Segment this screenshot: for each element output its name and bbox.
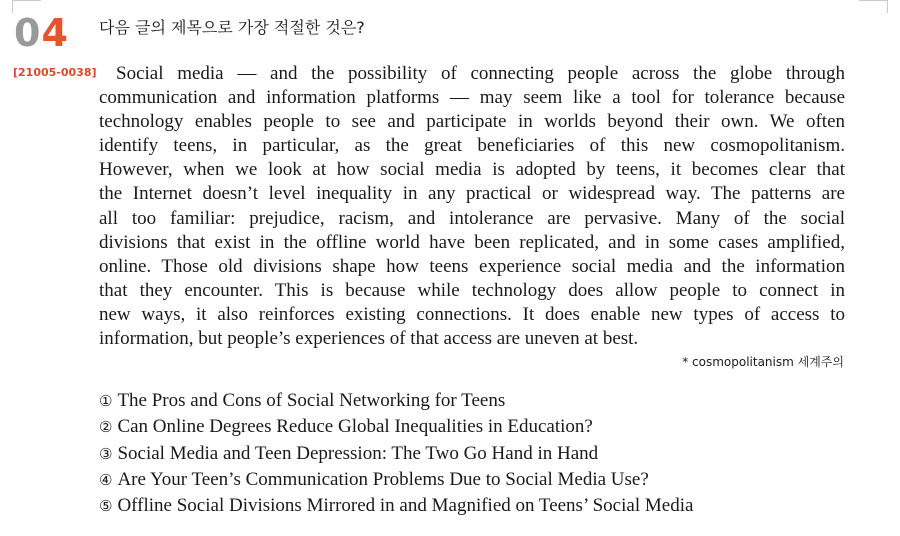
choice-text-3: Social Media and Teen Depression: The Two Go Hand in Hand <box>117 442 599 464</box>
choice-number-2: ② <box>99 418 113 437</box>
passage-line: online. Those old divisions shape how teens experience social media and the information <box>99 255 845 277</box>
question-number-digit: 4 <box>41 11 69 55</box>
crop-mark-right <box>859 0 888 13</box>
choice-text-2: Can Online Degrees Reduce Global Inequalities in Education? <box>117 416 593 438</box>
answer-choice-2[interactable] <box>99 414 693 440</box>
passage-line: However, when we look at how social media is adopted by teens, it becomes clear that <box>99 159 845 181</box>
answer-choice-1[interactable] <box>99 388 693 414</box>
passage-line: Social media — and the possibility of connecting people across the globe through <box>116 63 845 84</box>
passage-line: communication and information platforms — may seem like a tool for tolerance because <box>99 87 845 109</box>
choice-text-5: Offline Social Divisions Mirrored in and Magnified on Teens’ Social Media <box>117 495 694 517</box>
passage-line: divisions that exist in the offline world have been replicated, and in some cases amplified, <box>99 231 845 253</box>
answer-choice-5[interactable] <box>99 493 693 519</box>
passage-line: identify teens, in particular, as the great beneficiaries of this new cosmopolitanism. <box>99 135 845 157</box>
passage-line: the Internet doesn’t level inequality in any practical or widespread way. The patterns are <box>99 183 845 205</box>
passage-line: technology enables people to see and participate in worlds beyond their own. We often <box>99 111 845 133</box>
choice-number-4: ④ <box>99 470 113 489</box>
question-number <box>14 11 69 55</box>
choice-number-1: ① <box>99 392 113 410</box>
passage <box>99 62 845 351</box>
footnote: * cosmopolitanism 세계주의 <box>682 355 844 369</box>
passage-line: that they encounter. This is because while technology does allow people to connect in <box>99 279 845 301</box>
answer-choices <box>99 388 693 519</box>
answer-choice-4[interactable] <box>99 467 693 493</box>
choice-text-4: Are Your Teen’s Communication Problems Due to Social Media Use? <box>117 468 649 490</box>
question-number-prefix: 0 <box>14 11 42 55</box>
passage-line: all too familiar: prejudice, racism, and intolerance are pervasive. Many of the social <box>99 207 845 229</box>
choice-number-5: ⑤ <box>99 497 113 516</box>
choice-number-3: ③ <box>99 444 113 463</box>
question-prompt: 다음 글의 제목으로 가장 적절한 것은? <box>99 18 365 37</box>
choice-text-1: The Pros and Cons of Social Networking for Teens <box>117 390 506 411</box>
answer-choice-3[interactable] <box>99 441 693 467</box>
passage-line: new ways, it also reinforces existing connections. It does enable new types of access to <box>99 303 845 325</box>
passage-line: information, but people’s experiences of that access are uneven at best. <box>99 328 639 350</box>
question-code: [21005-0038] <box>13 66 97 79</box>
